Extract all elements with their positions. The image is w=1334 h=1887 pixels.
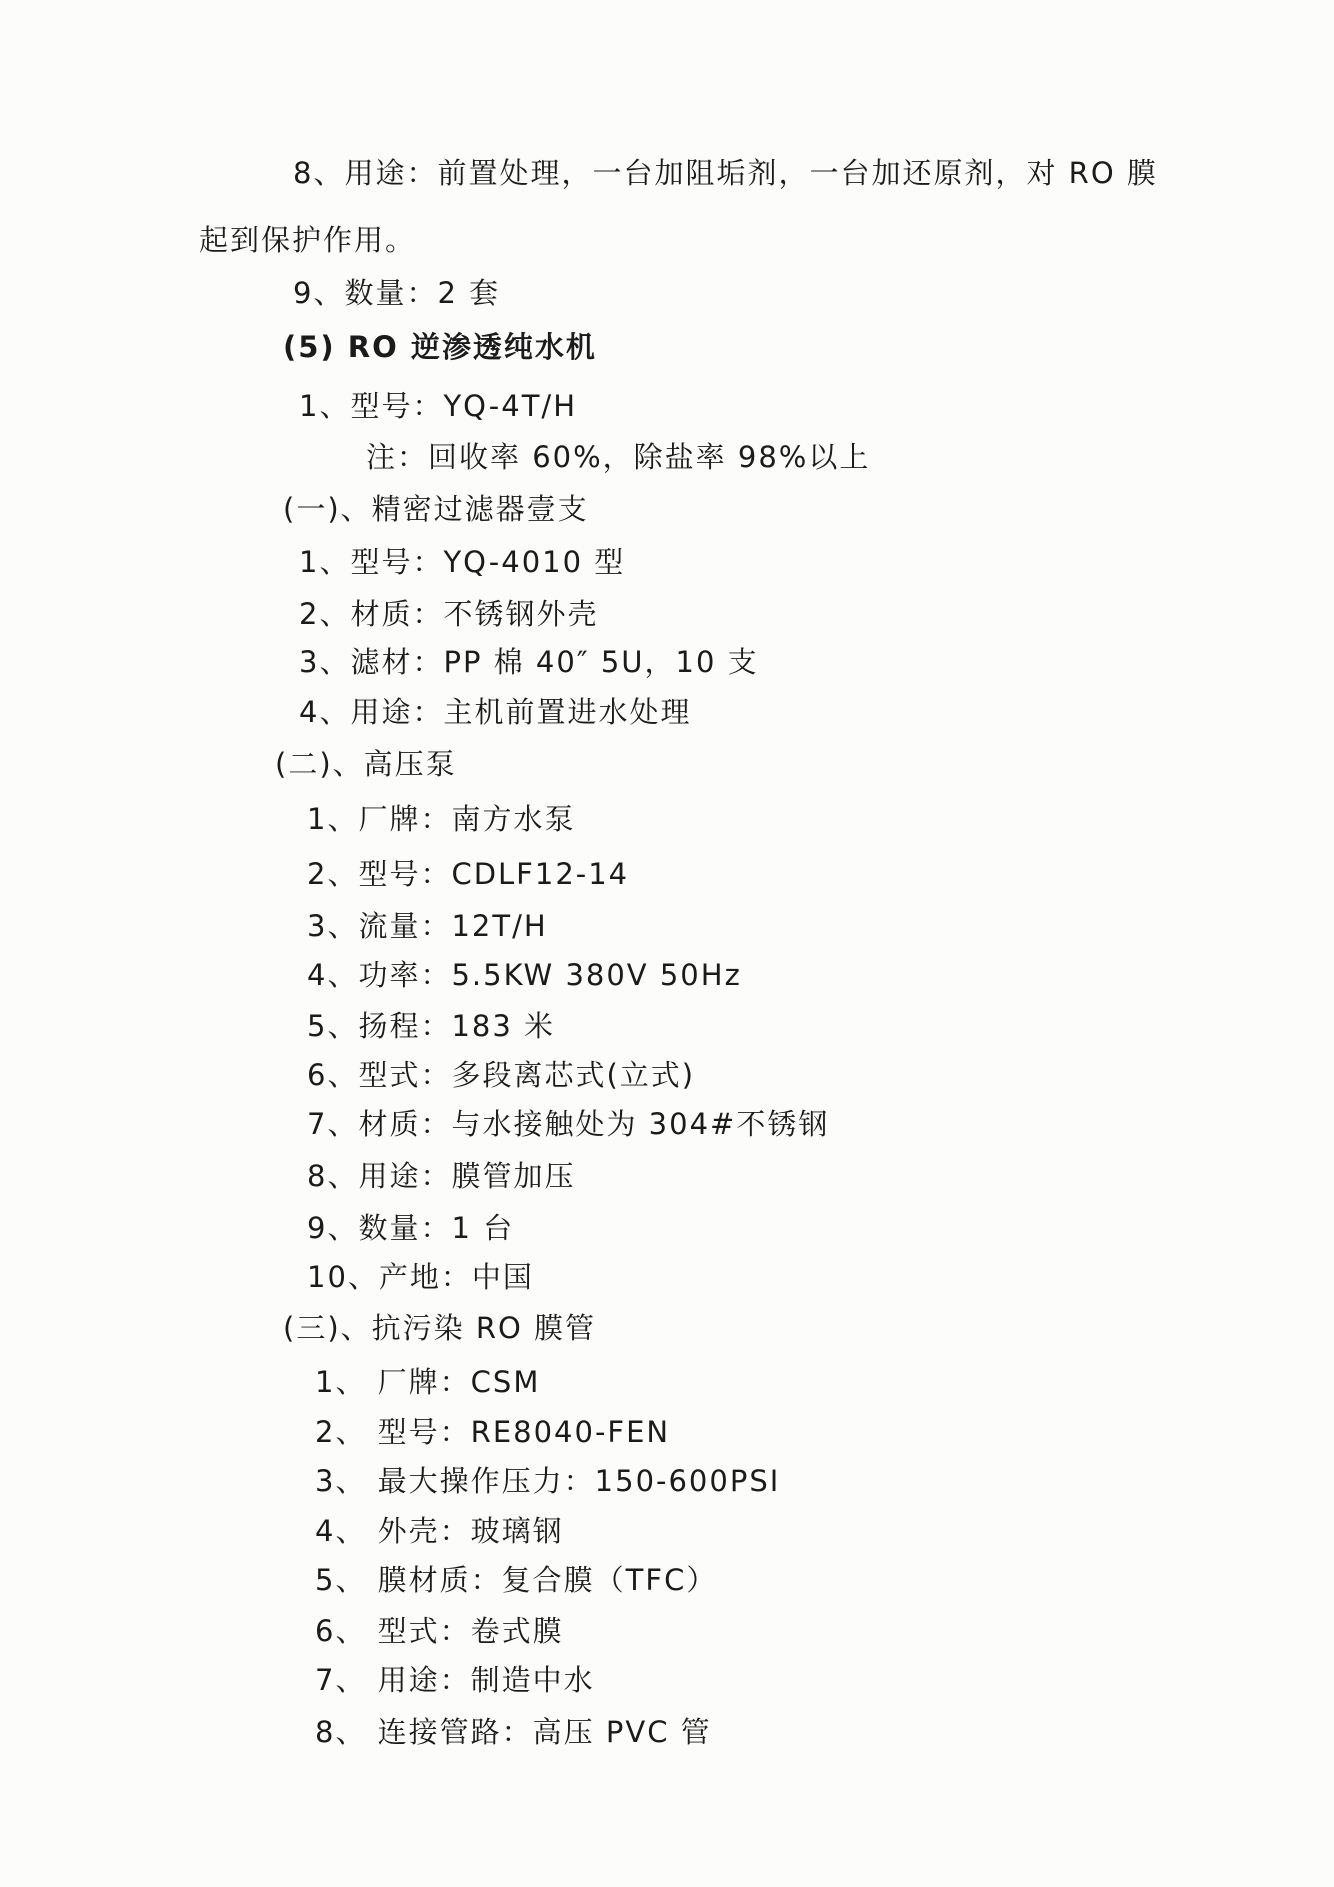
text-line-pump-type: 6、型式：多段离芯式(立式): [307, 1058, 696, 1092]
text-line-membrane-material: 5、 膜材质：复合膜（TFC）: [315, 1563, 718, 1597]
text-line-usage-continuation: 起到保护作用。: [199, 223, 417, 257]
text-line-membrane-pressure: 3、 最大操作压力：150-600PSI: [315, 1464, 781, 1498]
text-line-pump-quantity: 9、数量：1 台: [307, 1211, 515, 1245]
text-line-pump-usage: 8、用途：膜管加压: [307, 1159, 576, 1193]
text-line-membrane-shell: 4、 外壳：玻璃钢: [315, 1514, 564, 1548]
text-line-pump-brand: 1、厂牌：南方水泵: [307, 802, 576, 836]
text-line-note-recovery: 注：回收率 60%，除盐率 98%以上: [366, 440, 871, 474]
text-line-usage-pretreatment: 8、用途：前置处理，一台加阻垢剂，一台加还原剂，对 RO 膜: [293, 156, 1158, 190]
text-line-membrane-piping: 8、 连接管路：高压 PVC 管: [315, 1715, 712, 1749]
text-line-membrane-type: 6、 型式：卷式膜: [315, 1614, 564, 1648]
text-line-filter-media: 3、滤材：PP 棉 40″ 5U，10 支: [299, 645, 759, 679]
subsection-heading-ro-membrane: (三)、抗污染 RO 膜管: [283, 1311, 597, 1345]
text-line-filter-usage: 4、用途：主机前置进水处理: [299, 695, 692, 729]
text-line-quantity-sets: 9、数量：2 套: [293, 276, 501, 310]
text-line-filter-model: 1、型号：YQ-4010 型: [299, 545, 626, 579]
subsection-heading-high-pressure-pump: (二)、高压泵: [275, 747, 457, 781]
text-line-model: 1、型号：YQ-4T/H: [299, 389, 578, 423]
text-line-membrane-brand: 1、 厂牌：CSM: [315, 1365, 541, 1399]
text-line-pump-flow: 3、流量：12T/H: [307, 909, 548, 943]
text-line-pump-power: 4、功率：5.5KW 380V 50Hz: [307, 958, 742, 992]
subsection-heading-precision-filter: (一)、精密过滤器壹支: [283, 492, 589, 526]
text-line-pump-origin: 10、产地：中国: [307, 1260, 534, 1294]
text-line-pump-head: 5、扬程：183 米: [307, 1009, 556, 1043]
text-line-filter-material: 2、材质：不锈钢外壳: [299, 597, 599, 631]
text-line-membrane-model: 2、 型号：RE8040-FEN: [315, 1415, 671, 1449]
section-heading-ro-machine: (5) RO 逆渗透纯水机: [283, 330, 597, 364]
text-line-pump-material: 7、材质：与水接触处为 304#不锈钢: [307, 1107, 830, 1141]
text-line-pump-model: 2、型号：CDLF12-14: [307, 857, 630, 891]
text-line-membrane-usage: 7、 用途：制造中水: [315, 1663, 595, 1697]
